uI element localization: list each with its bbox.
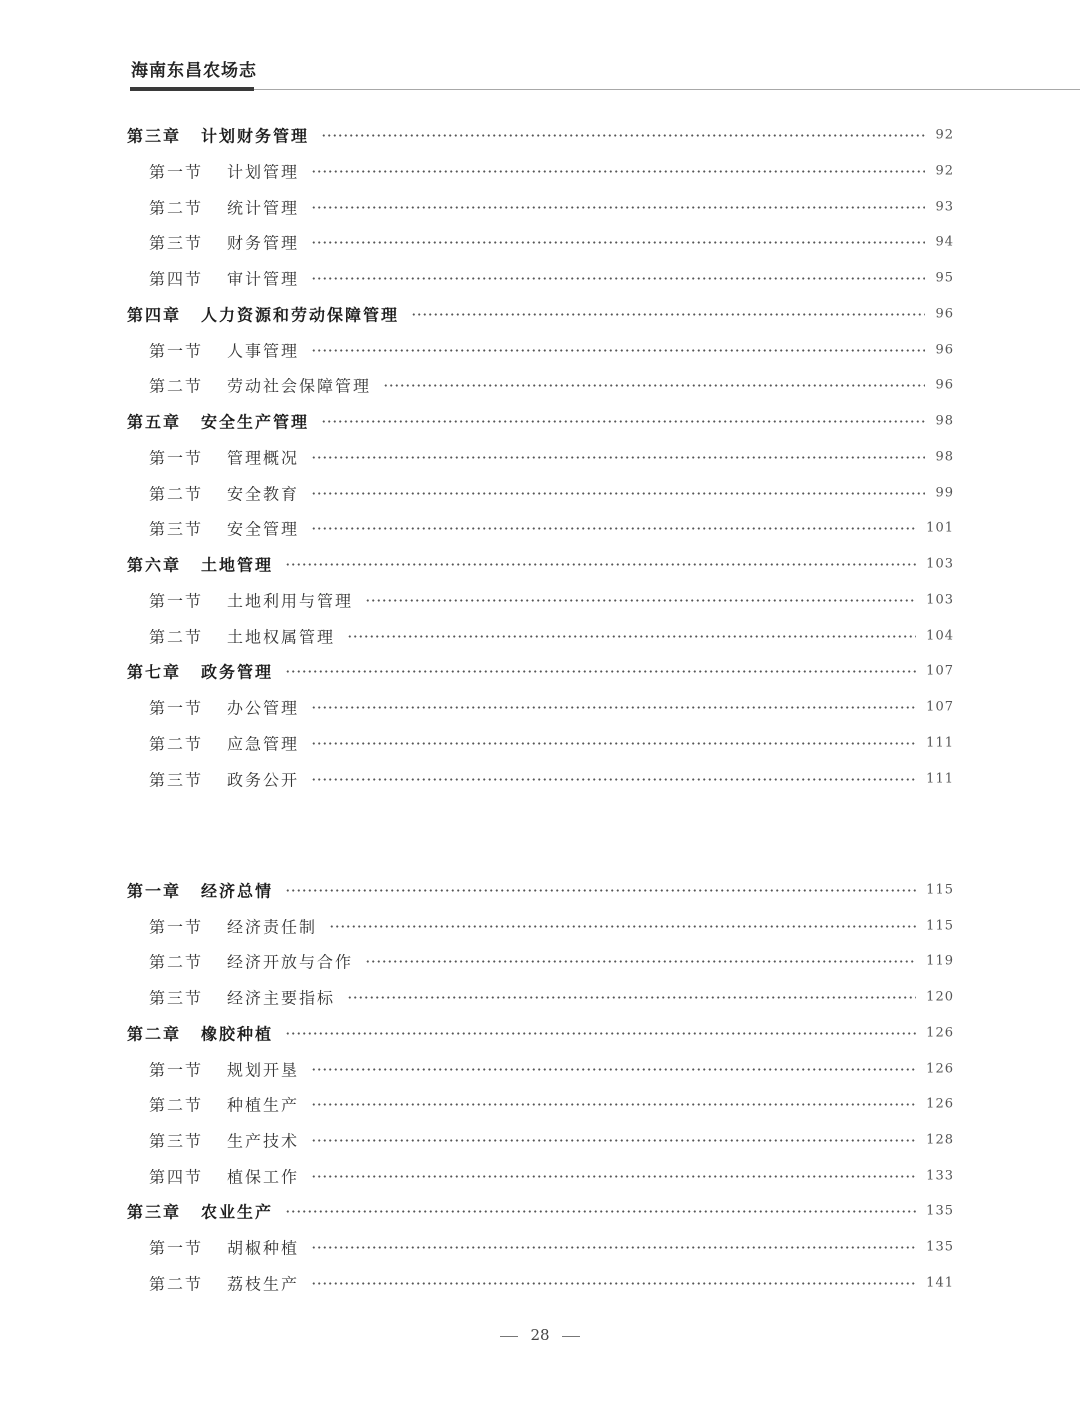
- chapter-title: 土地管理: [201, 555, 274, 575]
- dot-leader: [311, 1246, 916, 1249]
- toc-section-row: [0, 224, 1080, 260]
- toc-entry-label: [149, 914, 317, 937]
- toc-entry-label: [127, 124, 309, 147]
- toc-entry-label: [149, 267, 299, 290]
- toc-entry-label: [149, 986, 335, 1009]
- toc-entry-label: [127, 660, 273, 683]
- toc-entry-label: [127, 879, 273, 902]
- toc-entry-label: [149, 1093, 299, 1116]
- toc-section-row: [0, 1158, 1080, 1194]
- section-title: 种植生产: [227, 1095, 300, 1115]
- toc-section-row: [0, 1051, 1080, 1087]
- chapter-title: 计划财务管理: [201, 126, 310, 146]
- section-number: 第一节: [149, 341, 204, 360]
- section-number: 第二节: [149, 952, 204, 972]
- toc-section-row: [0, 1086, 1080, 1122]
- toc-entry-label: [149, 950, 353, 973]
- section-number: 第二节: [149, 1095, 204, 1115]
- page-reference: 119: [926, 953, 954, 969]
- toc-entry-label: [149, 445, 299, 468]
- page-reference: 107: [926, 699, 954, 715]
- dot-leader: [311, 742, 916, 745]
- page-reference: 92: [935, 127, 954, 143]
- section-title: 土地权属管理: [227, 627, 336, 646]
- section-number: 第二节: [149, 484, 204, 503]
- section-title: 应急管理: [227, 734, 300, 754]
- toc-section-row: [0, 618, 1080, 654]
- dot-leader: [329, 925, 916, 928]
- page-footer: [0, 1326, 1080, 1344]
- dot-leader: [285, 670, 916, 673]
- section-title: 劳动社会保障管理: [227, 376, 372, 396]
- toc-entry-label: [127, 1200, 273, 1223]
- toc-section-row: [0, 908, 1080, 944]
- toc-section-row: [0, 979, 1080, 1015]
- toc-section-row: [0, 582, 1080, 618]
- dot-leader: [311, 456, 925, 459]
- chapter-title: 农业生产: [201, 1202, 274, 1222]
- section-title: 经济开放与合作: [227, 952, 354, 972]
- page-reference: 94: [935, 234, 954, 250]
- toc-entry-label: [149, 767, 299, 790]
- toc-section-row: [0, 332, 1080, 368]
- toc-entry-label: [149, 338, 299, 361]
- dot-leader: [311, 492, 925, 495]
- dot-leader: [311, 778, 916, 781]
- page-reference: 98: [935, 413, 954, 429]
- page-reference: 99: [935, 485, 954, 500]
- section-number: 第一节: [149, 698, 204, 718]
- chapter-title: 政务管理: [201, 662, 274, 682]
- toc-section-row: [0, 1265, 1080, 1301]
- page-number: 28: [530, 1326, 550, 1344]
- toc-entry-label: [127, 553, 273, 576]
- toc-chapter-row: [0, 872, 1080, 908]
- section-title: 规划开垦: [227, 1060, 300, 1079]
- section-title: 人事管理: [227, 341, 300, 360]
- page-reference: 135: [926, 1203, 954, 1219]
- chapter-title: 安全生产管理: [201, 412, 310, 432]
- page-reference: 103: [926, 592, 954, 608]
- section-number: 第一节: [149, 917, 204, 937]
- section-number: 第三节: [149, 988, 204, 1008]
- page-reference: 96: [935, 342, 954, 357]
- section-number: 第一节: [149, 162, 204, 182]
- dot-leader: [311, 206, 925, 209]
- page-reference: 98: [935, 449, 954, 465]
- toc-entry-label: [127, 302, 399, 325]
- page-reference: 115: [926, 918, 954, 934]
- toc-chapter-row: [0, 296, 1080, 332]
- chapter-number: 第六章: [127, 555, 182, 575]
- section-title: 安全管理: [227, 519, 300, 539]
- dot-leader: [347, 635, 916, 638]
- section-number: 第二节: [149, 376, 204, 396]
- dot-leader: [311, 1068, 916, 1071]
- dot-leader: [311, 527, 916, 530]
- toc-entry-label: [149, 1128, 299, 1151]
- page-reference: 126: [926, 1096, 954, 1112]
- section-title: 计划管理: [227, 162, 300, 182]
- dot-leader: [311, 349, 925, 352]
- toc-section-row: [0, 761, 1080, 797]
- page-reference: 126: [926, 1061, 954, 1076]
- section-number: 第三节: [149, 519, 204, 539]
- toc-chapter-row: [0, 546, 1080, 582]
- toc-entry-label: [149, 1057, 299, 1080]
- section-number: 第一节: [149, 448, 204, 468]
- toc-entry-label: [127, 1021, 273, 1044]
- toc-section-row: [0, 189, 1080, 225]
- toc-section-row: [0, 725, 1080, 761]
- section-number: 第三节: [149, 1131, 204, 1151]
- page-reference: 128: [926, 1132, 954, 1148]
- dot-leader: [285, 1210, 916, 1213]
- page-reference: 111: [926, 735, 954, 751]
- dot-leader: [365, 599, 916, 602]
- page-reference: 133: [926, 1168, 954, 1184]
- page-reference: 92: [935, 163, 954, 179]
- toc-section-row: [0, 943, 1080, 979]
- dot-leader: [285, 889, 916, 892]
- toc-entry-label: [149, 1236, 299, 1259]
- toc-section-row: [0, 1122, 1080, 1158]
- toc-entry-label: [149, 481, 299, 504]
- section-number: 第四节: [149, 269, 204, 289]
- toc-section-row: [0, 260, 1080, 296]
- toc-entry-label: [149, 624, 335, 647]
- toc-chapter-row: [0, 117, 1080, 153]
- toc-section-row: [0, 510, 1080, 546]
- toc-section-row: [0, 1229, 1080, 1265]
- toc-entry-label: [149, 159, 299, 182]
- page-reference: 101: [926, 520, 954, 536]
- section-title: 审计管理: [227, 269, 300, 289]
- toc-entry-label: [127, 410, 309, 433]
- chapter-number: 第一章: [127, 881, 182, 901]
- dot-leader: [311, 1139, 916, 1142]
- toc-entry-label: [149, 696, 299, 719]
- dot-leader: [311, 241, 925, 244]
- section-number: 第二节: [149, 198, 204, 217]
- section-number: 第三节: [149, 770, 204, 789]
- toc-entry-label: [149, 1271, 299, 1294]
- page-reference: 96: [935, 306, 954, 322]
- toc-entry-label: [149, 517, 299, 540]
- page-reference: 104: [926, 628, 954, 643]
- section-number: 第二节: [149, 627, 204, 646]
- chapter-title: 经济总情: [201, 881, 274, 901]
- section-title: 安全教育: [227, 484, 300, 503]
- toc-entry-label: [149, 374, 371, 397]
- page-reference: 95: [935, 270, 954, 286]
- toc-entry-label: [149, 731, 299, 754]
- dot-leader: [311, 1175, 916, 1178]
- section-number: 第二节: [149, 734, 204, 754]
- toc-section-row: [0, 689, 1080, 725]
- section-title: 办公管理: [227, 698, 300, 718]
- section-title: 政务公开: [227, 770, 300, 789]
- page-reference: 141: [926, 1275, 954, 1291]
- toc-entry-label: [149, 1164, 299, 1187]
- toc-section-row: [0, 439, 1080, 475]
- dot-leader: [285, 563, 916, 566]
- section-title: 财务管理: [227, 233, 300, 253]
- footer-dash-left: [500, 1336, 518, 1337]
- page-reference: 93: [935, 199, 954, 214]
- chapter-number: 第三章: [127, 1202, 182, 1222]
- dot-leader: [411, 313, 925, 316]
- section-title: 管理概况: [227, 448, 300, 468]
- page-reference: 103: [926, 556, 954, 572]
- section-number: 第一节: [149, 591, 204, 611]
- section-title: 土地利用与管理: [227, 591, 354, 611]
- section-title: 荔枝生产: [227, 1274, 300, 1294]
- chapter-title: 橡胶种植: [201, 1024, 274, 1044]
- toc-entry-label: [149, 195, 299, 218]
- header-rule: [130, 89, 1080, 90]
- page-reference: 115: [926, 882, 954, 898]
- chapter-number: 第三章: [127, 126, 182, 146]
- page-reference: 111: [926, 771, 954, 786]
- dot-leader: [321, 134, 925, 137]
- chapter-number: 第五章: [127, 412, 182, 432]
- section-title: 胡椒种植: [227, 1238, 300, 1258]
- section-number: 第二节: [149, 1274, 204, 1294]
- page-reference: 135: [926, 1239, 954, 1255]
- page-reference: 96: [935, 377, 954, 393]
- dot-leader: [311, 170, 925, 173]
- dot-leader: [311, 277, 925, 280]
- book-title: 海南东昌农场志: [131, 61, 257, 81]
- page-reference: 107: [926, 663, 954, 679]
- section-title: 生产技术: [227, 1131, 300, 1151]
- chapter-title: 人力资源和劳动保障管理: [201, 305, 400, 325]
- toc-section-row: [0, 153, 1080, 189]
- section-number: 第一节: [149, 1060, 204, 1079]
- section-title: 统计管理: [227, 198, 300, 217]
- dot-leader: [311, 1103, 916, 1106]
- section-title: 经济责任制: [227, 917, 318, 937]
- header-accent-bar: [130, 87, 254, 91]
- toc-section-row: [0, 367, 1080, 403]
- dot-leader: [311, 1282, 916, 1285]
- toc-section-row: [0, 475, 1080, 511]
- section-number: 第三节: [149, 233, 204, 253]
- section-title: 经济主要指标: [227, 988, 336, 1008]
- dot-leader: [365, 960, 916, 963]
- dot-leader: [383, 384, 925, 387]
- chapter-number: 第二章: [127, 1024, 182, 1044]
- section-number: 第四节: [149, 1167, 204, 1187]
- toc-entry-label: [149, 588, 353, 611]
- footer-dash-right: [562, 1336, 580, 1337]
- chapter-number: 第四章: [127, 305, 182, 325]
- page-reference: 126: [926, 1025, 954, 1041]
- dot-leader: [321, 420, 925, 423]
- dot-leader: [311, 706, 916, 709]
- toc-chapter-row: [0, 1015, 1080, 1051]
- dot-leader: [347, 996, 916, 999]
- toc-chapter-row: [0, 653, 1080, 689]
- toc-entry-label: [149, 231, 299, 254]
- toc-chapter-row: [0, 403, 1080, 439]
- dot-leader: [285, 1032, 916, 1035]
- section-title: 植保工作: [227, 1167, 300, 1187]
- page-reference: 120: [926, 989, 954, 1005]
- section-number: 第一节: [149, 1238, 204, 1258]
- chapter-number: 第七章: [127, 662, 182, 682]
- toc-chapter-row: [0, 1193, 1080, 1229]
